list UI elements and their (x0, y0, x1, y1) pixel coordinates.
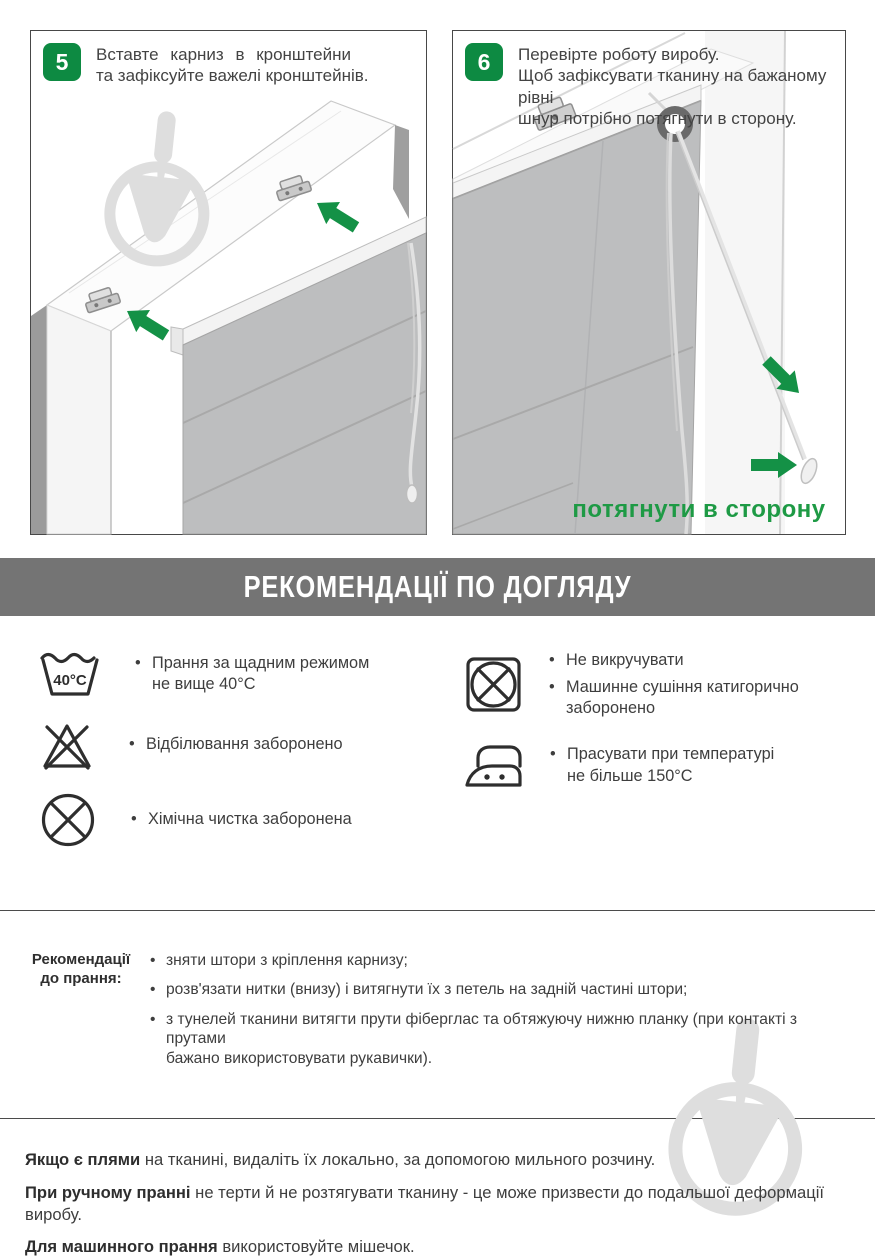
step-5-badge: 5 (43, 43, 81, 81)
step-5-text: Вставте карниз в кронштейни та зафіксуйте важелі кронштейнів. (96, 45, 369, 86)
banner-title: РЕКОМЕНДАЦІЇ ПО ДОГЛЯДУ (243, 569, 632, 604)
no-dry-clean-icon (40, 792, 96, 848)
washing-bullet: • розв'язати нитки (внизу) і витягнути їх з петель на задній частині штори; (149, 980, 850, 999)
washing-bullet: • з тунелей тканини витягти прути фіберглас та обтяжуючу нижню планку (при контакті з прутами бажано використовувати рукавички). (149, 1010, 850, 1068)
care-item-text: • Прання за щадним режимом не вище 40°С (133, 653, 369, 696)
iron-150-icon (465, 742, 523, 790)
note-machine-wash: Для машинного прання використовуйте мішечок. (25, 1237, 415, 1257)
care-column-left (40, 650, 465, 870)
care-symbols-section (0, 650, 875, 870)
care-item-text: • Відбілювання заборонено (127, 734, 343, 756)
pull-aside-caption: потягнути в сторону (572, 496, 826, 523)
svg-text:40°C: 40°C (53, 672, 87, 689)
no-wring-no-tumble-dry-icon (465, 656, 522, 713)
care-item-text: • Не викручувати • Машинне сушіння катигорично заборонено (547, 650, 799, 720)
step-6-text: Перевірте роботу виробу. Щоб зафіксувати тканину на бажаному рівні шнур потрібно потягнути в сторону. (518, 45, 827, 129)
washing-bullet-list (149, 951, 850, 1078)
washing-recommendations-section (0, 911, 875, 1078)
step-6-panel (452, 30, 846, 535)
care-item-no-dry-clean (40, 792, 465, 848)
step-6-badge: 6 (465, 43, 503, 81)
care-column-right (465, 650, 865, 870)
step-5-header (31, 31, 426, 87)
no-bleach-icon (40, 720, 94, 770)
stain-care-notes (0, 1119, 875, 1257)
wash-40-icon (40, 650, 100, 698)
note-stains: Якщо є плями на тканині, видаліть їх локально, за допомогою мильного розчину. (25, 1150, 656, 1170)
washing-bullet: • зняти штори з кріплення карнизу; (149, 951, 850, 970)
care-item-iron (465, 742, 865, 790)
step-6-header (453, 31, 845, 130)
step-5-illustration (31, 31, 426, 534)
instruction-panels (0, 0, 875, 535)
care-item-text: • Прасувати при температурі не більше 150°С (548, 744, 774, 787)
brand-watermark-icon (89, 105, 230, 282)
care-item-no-wring (465, 650, 865, 720)
washing-label: Рекомендації до прання: (31, 951, 131, 987)
step-5-panel (30, 30, 427, 535)
note-hand-wash: При ручному пранні не терти й не розтягувати тканину - це може призвести до подальшої деформації виробу. (25, 1182, 825, 1224)
care-item-no-bleach (40, 720, 465, 770)
care-item-text: • Хімічна чистка заборонена (129, 809, 352, 831)
care-item-wash (40, 650, 465, 698)
care-recommendations-banner (0, 558, 875, 616)
